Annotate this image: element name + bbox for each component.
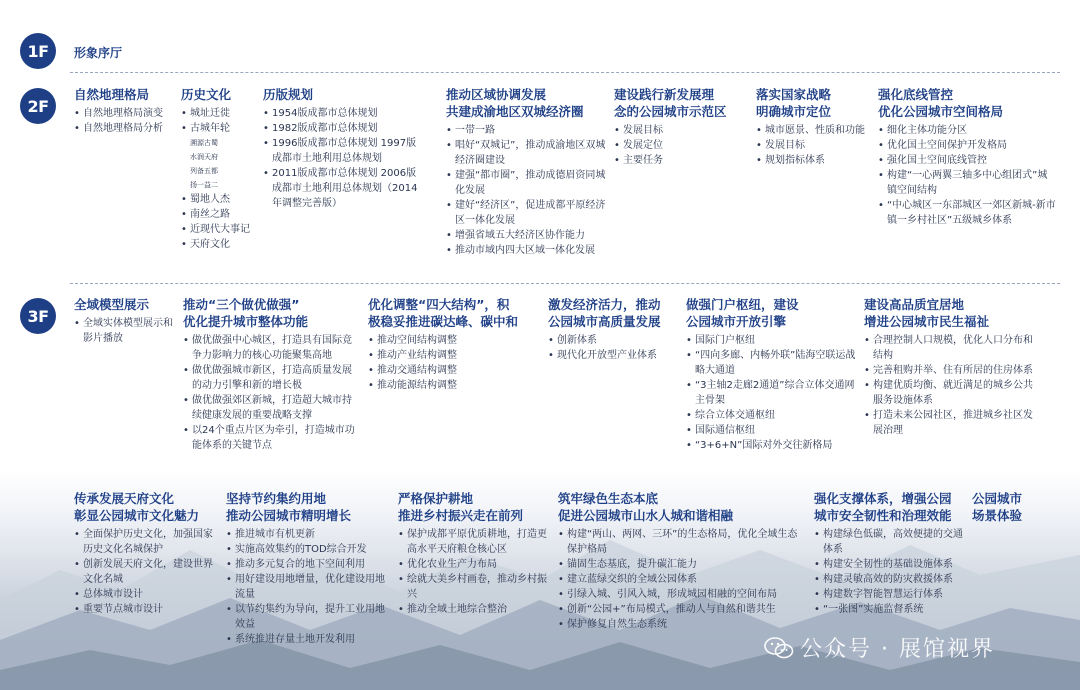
column-item: • 构建“两山、两网、三环”的生态格局，优化全域生态保护格局 [558,527,802,557]
column-title-line: 推动公园城市精明增长 [226,508,352,523]
floor-2f-badge: 2F [20,88,56,124]
column-item: • 古城年轮 [181,121,261,136]
column-title-line: 推动区域协调发展 [446,87,547,102]
column-title-line: 极稳妥推进碳达峰、碳中和 [368,314,519,329]
column-item: • 2011版成都市总体规划 2006版成都市土地利用总体规划（2014年调整完善版） [263,166,423,211]
column-item: • 发展目标 [614,123,749,138]
floor-3f-bottom-column-3 [398,490,548,617]
column-item-list [756,123,876,168]
floor-3f-bottom-column-2 [226,490,388,647]
column-item: • 推动多元复合的地下空间利用 [226,557,388,572]
floor-3f-badge: 3F [20,298,56,334]
column-item: • 重要节点城市设计 [74,602,214,617]
column-item-list [558,527,802,632]
column-item: • 优化国土空间保护开发格局 [878,138,1056,153]
column-title-line: 优化公园城市空间格局 [878,104,1004,119]
column-title-line: 增进公园城市民生福祉 [864,314,990,329]
column-item: • 国际通信枢纽 [686,423,856,438]
column-title-line: 城市安全韧性和治理效能 [814,508,952,523]
column-item: • 发展目标 [756,138,876,153]
floor-3f-bottom-column-1 [74,490,214,617]
column-title-line: 强化底线管控 [878,87,954,102]
column-item: • 细化主体功能分区 [878,123,1056,138]
column-title-line: 建设践行新发展理 [614,87,715,102]
column-item: • 构建数字智能智慧运行体系 [814,587,966,602]
floor-3f-top-column-1 [74,296,174,346]
column-item: • 全面保护历史文化，加强国家历史文化名城保护 [74,527,214,557]
column-title [686,296,856,330]
column-item: • 建立蓝绿交织的全域公园体系 [558,572,802,587]
column-title [446,86,606,120]
column-item: • 强化国土空间底线管控 [878,153,1056,168]
floor-1f-divider [70,72,1060,73]
column-item: • 推动空间结构调整 [368,333,538,348]
column-item: • “一张图”实施监督系统 [814,602,966,617]
column-title-line: 落实国家战略 [756,87,832,102]
column-item: • 推动能源结构调整 [368,378,538,393]
column-title-line: 历版规划 [263,87,314,102]
column-item: • 一带一路 [446,123,606,138]
column-item-list [368,333,538,393]
column-item: • 合理控制人口规模，优化人口分布和结构 [864,333,1034,363]
column-item-list [864,333,1034,438]
column-item-list [398,527,548,617]
column-item: 列备五都 [190,167,218,175]
column-title-line: 念的公园城市示范区 [614,104,727,119]
column-item-list [686,333,856,453]
column-item: • 保护成都平原优质耕地，打造更高水平天府粮仓核心区 [398,527,548,557]
column-title [74,86,174,103]
floor-1f-title: 形象序厅 [74,46,123,60]
column-title [398,490,548,524]
column-item-list [446,123,606,258]
column-item: • 建强“都市圈”，推动成德眉资同城化发展 [446,168,606,198]
column-item: • 总体城市设计 [74,587,214,602]
floor-2f-column-7 [878,86,1056,228]
column-item-list [614,123,749,168]
column-item: • 系统推进存量土地开发利用 [226,632,388,647]
column-title-line: 明确城市定位 [756,104,832,119]
column-item: • 以24个重点片区为牵引，打造城市功能体系的关键节点 [183,423,355,453]
column-title-line: 历史文化 [181,87,232,102]
column-title-line: 推动“三个做优做强” [183,297,300,312]
watermark [764,632,995,663]
column-item: • 增强省域五大经济区协作能力 [446,228,606,243]
column-item: • 做优做强郊区新城，打造超大城市持续健康发展的重要战略支撑 [183,393,355,423]
floor-2f-column-4 [446,86,606,258]
column-item: • 构建“一心两翼三轴多中心组团式”城镇空间结构 [878,168,1056,198]
column-item: • 创新体系 [548,333,678,348]
column-item: • 以节约集约为导向，提升工业用地效益 [226,602,388,632]
column-title [226,490,388,524]
column-title [756,86,876,120]
wechat-icon [764,637,794,659]
column-title [548,296,678,330]
column-title [183,296,355,330]
column-title-line: 优化调整“四大结构”，积 [368,297,510,312]
column-item-list [74,106,174,136]
floor-2f-column-6 [756,86,876,168]
floor-3f-top-column-2 [183,296,355,453]
column-title [878,86,1056,120]
column-title-line: 促进公园城市山水人城和谐相融 [558,508,734,523]
column-title [74,296,174,313]
column-item-list [74,527,214,617]
floor-2f-column-1 [74,86,174,136]
floor-3f-top-column-5 [686,296,856,453]
column-item: • 构建绿色低碳，高效便捷的交通体系 [814,527,966,557]
column-item-list [74,316,174,346]
column-item: • 城市愿景、性质和功能 [756,123,876,138]
floor-1f-badge: 1F [20,33,56,69]
column-item: • 做优做强中心城区，打造具有国际竞争力影响力的核心功能聚集高地 [183,333,355,363]
column-item: • 1954版成都市总体规划 [263,106,423,121]
column-item: • 1996版成都市总体规划 1997版成都市土地利用总体规划 [263,136,423,166]
column-title [263,86,423,103]
column-title [614,86,749,120]
column-item: 溯源古蜀 [190,139,218,147]
column-item: • “四向多廊、内畅外联”陆海空联运战略大通道 [686,348,856,378]
column-item: 水润天府 [190,153,218,161]
column-item: • 全域实体模型展示和影片播放 [74,316,174,346]
column-item: • 天府文化 [181,237,261,252]
column-title-line: 严格保护耕地 [398,491,474,506]
column-item: • 构建优质均衡、就近满足的城乡公共服务设施体系 [864,378,1034,408]
column-item: • 自然地理格局演变 [74,106,174,121]
column-title [181,86,261,103]
column-title-line: 推进乡村振兴走在前列 [398,508,524,523]
column-item-list [181,106,261,252]
column-title [74,490,214,524]
column-item: 扬一益二 [190,181,218,189]
column-item: • 推进城市有机更新 [226,527,388,542]
column-item: • 南丝之路 [181,207,261,222]
column-item-list [878,123,1056,228]
column-item: • “3+6+N”国际对外交往新格局 [686,438,856,453]
column-title-line: 强化支撑体系，增强公园 [814,491,952,506]
column-item-list [548,333,678,363]
column-item: • 推动交通结构调整 [368,363,538,378]
column-title [368,296,538,330]
column-title-line: 公园城市高质量发展 [548,314,661,329]
column-item: • 引绿入城、引风入城，形成城园相融的空间布局 [558,587,802,602]
column-item: • 做优做强城市新区，打造高质量发展的动力引擎和新的增长极 [183,363,355,393]
column-title-line: 做强门户枢纽，建设 [686,297,799,312]
column-item: • 实施高效集约的TOD综合开发 [226,542,388,557]
column-item: • 近现代大事记 [181,222,261,237]
column-title [972,490,1052,524]
column-item: • 构建安全韧性的基础设施体系 [814,557,966,572]
floor-2f-column-3 [263,86,423,211]
column-item-list [226,527,388,647]
column-item: • 创新“公园+”布局模式，推动人与自然和谐共生 [558,602,802,617]
column-item-list [814,527,966,617]
column-item: • “3主轴2走廊2通道”综合立体交通网主骨架 [686,378,856,408]
floor-3f-top-column-4 [548,296,678,363]
column-item-list [263,106,423,211]
column-item: • 规划指标体系 [756,153,876,168]
column-title-line: 全域模型展示 [74,297,150,312]
column-item: • 用好建设用地增量，优化建设用地流量 [226,572,388,602]
column-title-line: 共建成渝地区双城经济圈 [446,104,584,119]
floor-3f-top-column-3 [368,296,538,393]
column-title-line: 激发经济活力，推动 [548,297,661,312]
column-title-line: 优化提升城市整体功能 [183,314,309,329]
column-item: • 完善租购并举、住有所居的住房体系 [864,363,1034,378]
floor-3f-bottom-column-6 [972,490,1052,527]
column-item: • 创新发展天府文化，建设世界文化名城 [74,557,214,587]
column-item: • 优化农业生产力布局 [398,557,548,572]
column-item: • 推动市域内四大区域一体化发展 [446,243,606,258]
column-title-line: 场景体验 [972,508,1023,523]
column-title [558,490,802,524]
column-title-line: 筑牢绿色生态本底 [558,491,659,506]
column-item: • 蜀地人杰 [181,192,261,207]
floor-2f-column-2 [181,86,261,252]
column-title-line: 坚持节约集约用地 [226,491,327,506]
floor-2f-column-5 [614,86,749,168]
floor-3f-bottom-column-4 [558,490,802,632]
watermark-text: 公众号 · 展馆视界 [800,637,995,662]
floor-3f-top-column-6 [864,296,1034,438]
column-item: • 发展定位 [614,138,749,153]
column-title-line: 传承发展天府文化 [74,491,175,506]
column-title [864,296,1034,330]
column-item: • 绘就大美乡村画卷，推动乡村振兴 [398,572,548,602]
column-item: • 国际门户枢纽 [686,333,856,348]
floor-2f-divider [70,283,1060,284]
column-item: • 综合立体交通枢纽 [686,408,856,423]
column-item-list [183,333,355,453]
column-item: • 打造未来公园社区，推进城乡社区发展治理 [864,408,1034,438]
column-item: • 自然地理格局分析 [74,121,174,136]
column-item: • 城址迁徙 [181,106,261,121]
column-item: • 锚固生态基底，提升碳汇能力 [558,557,802,572]
column-item: • 现代化开放型产业体系 [548,348,678,363]
column-item: • 推动全域土地综合整治 [398,602,548,617]
floor-3f-bottom-column-5 [814,490,966,617]
column-item: • 构建灵敏高效的防灾救援体系 [814,572,966,587]
column-item: • 主要任务 [614,153,749,168]
column-item: • 推动产业结构调整 [368,348,538,363]
column-title-line: 彰显公园城市文化魅力 [74,508,200,523]
column-title-line: 自然地理格局 [74,87,150,102]
column-item: • 1982版成都市总体规划 [263,121,423,136]
column-title-line: 公园城市 [972,491,1023,506]
column-item: • 保护修复自然生态系统 [558,617,802,632]
column-title-line: 建设高品质宜居地 [864,297,965,312]
column-title-line: 公园城市开放引擎 [686,314,787,329]
column-title [814,490,966,524]
column-item: • “中心城区一东部城区一郊区新城-新市镇一乡村社区”五级城乡体系 [878,198,1056,228]
column-item: • 建好“经济区”，促进成都平原经济区一体化发展 [446,198,606,228]
column-item: • 唱好“双城记”，推动成渝地区双城经济圈建设 [446,138,606,168]
